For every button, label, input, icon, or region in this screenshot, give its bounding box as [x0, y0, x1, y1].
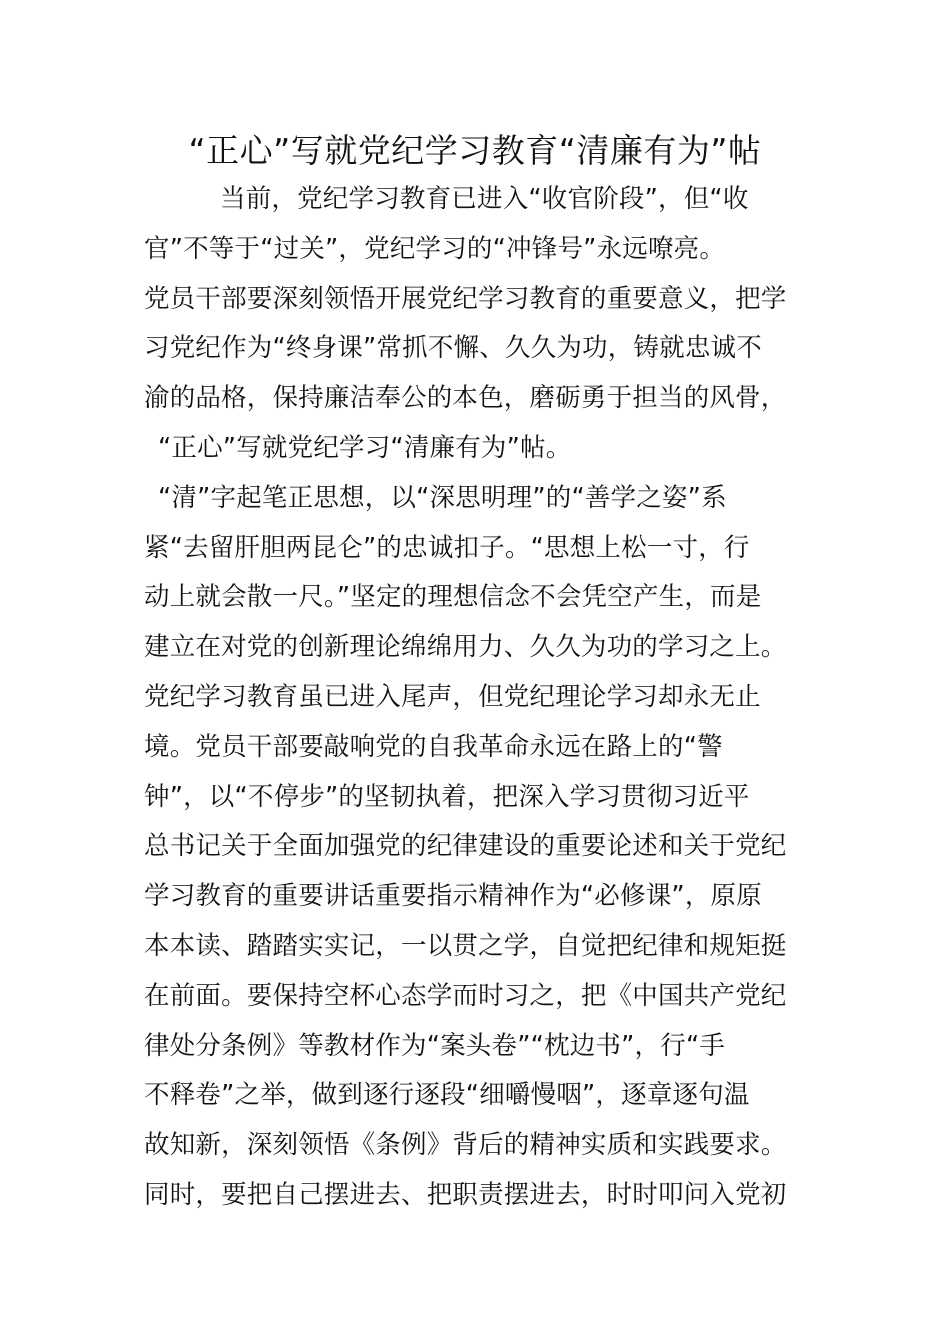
paragraph-line: 当前，党纪学习教育已进入“收官阶段”，但“收: [220, 184, 749, 214]
paragraph-line: 建立在对党的创新理论绵绵用力、久久为功的学习之上。: [144, 632, 787, 663]
paragraph-line: 本本读、踏踏实实记，一以贯之学，自觉把纪律和规矩挺: [144, 930, 787, 961]
paragraph-line: 党员干部要深刻领悟开展党纪学习教育的重要意义，把学: [144, 283, 787, 314]
paragraph-line: 总书记关于全面加强党的纪律建设的重要论述和关于党纪: [144, 831, 787, 862]
paragraph-line: 不释卷”之举，做到逐行逐段“细嚼慢咽”，逐章逐句温: [144, 1080, 750, 1111]
paragraph-line: 同时，要把自己摆进去、把职责摆进去，时时叩问入党初: [144, 1179, 787, 1210]
paragraph-line: 境。党员干部要敲响党的自我革命永远在路上的“警: [144, 731, 723, 762]
paragraph-line: 律处分条例》等教材作为“案头卷”“枕边书”，行“手: [144, 1030, 726, 1061]
paragraph-line: “正心”写就党纪学习“清廉有为”帖。: [158, 432, 572, 463]
paragraph-line: 紧“去留肝胆两昆仑”的忠诚扣子。“思想上松一寸，行: [144, 532, 750, 563]
paragraph-line: 在前面。要保持空杯心态学而时习之，把《中国共产党纪: [144, 980, 787, 1011]
paragraph-line: 官”不等于“过关”，党纪学习的“冲锋号”永远嘹亮。: [144, 233, 726, 264]
paragraph-line: 党纪学习教育虽已进入尾声，但党纪理论学习却永无止: [144, 681, 761, 712]
paragraph-line: “清”字起笔正思想，以“深思明理”的“善学之姿”系: [158, 482, 727, 513]
paragraph-line: 故知新，深刻领悟《条例》背后的精神实质和实践要求。: [144, 1130, 787, 1161]
document-title: “正心”写就党纪学习教育“清廉有为”帖: [188, 131, 762, 170]
paragraph-line: 动上就会散一尺。”坚定的理想信念不会凭空产生，而是: [144, 582, 762, 613]
paragraph-2: [144, 474, 808, 1221]
paragraph-line: 学习教育的重要讲话重要指示精神作为“必修课”，原原: [144, 881, 762, 912]
paragraph-line: 钟”，以“不停步”的坚韧执着，把深入学习贯彻习近平: [144, 781, 750, 812]
paragraph-line: 习党纪作为“终身课”常抓不懈、久久为功，铸就忠诚不: [144, 333, 762, 364]
paragraph-line: 渝的品格，保持廉洁奉公的本色，磨砺勇于担当的风骨，: [144, 383, 787, 414]
document-body: [144, 175, 808, 1221]
paragraph-1: [144, 175, 808, 474]
